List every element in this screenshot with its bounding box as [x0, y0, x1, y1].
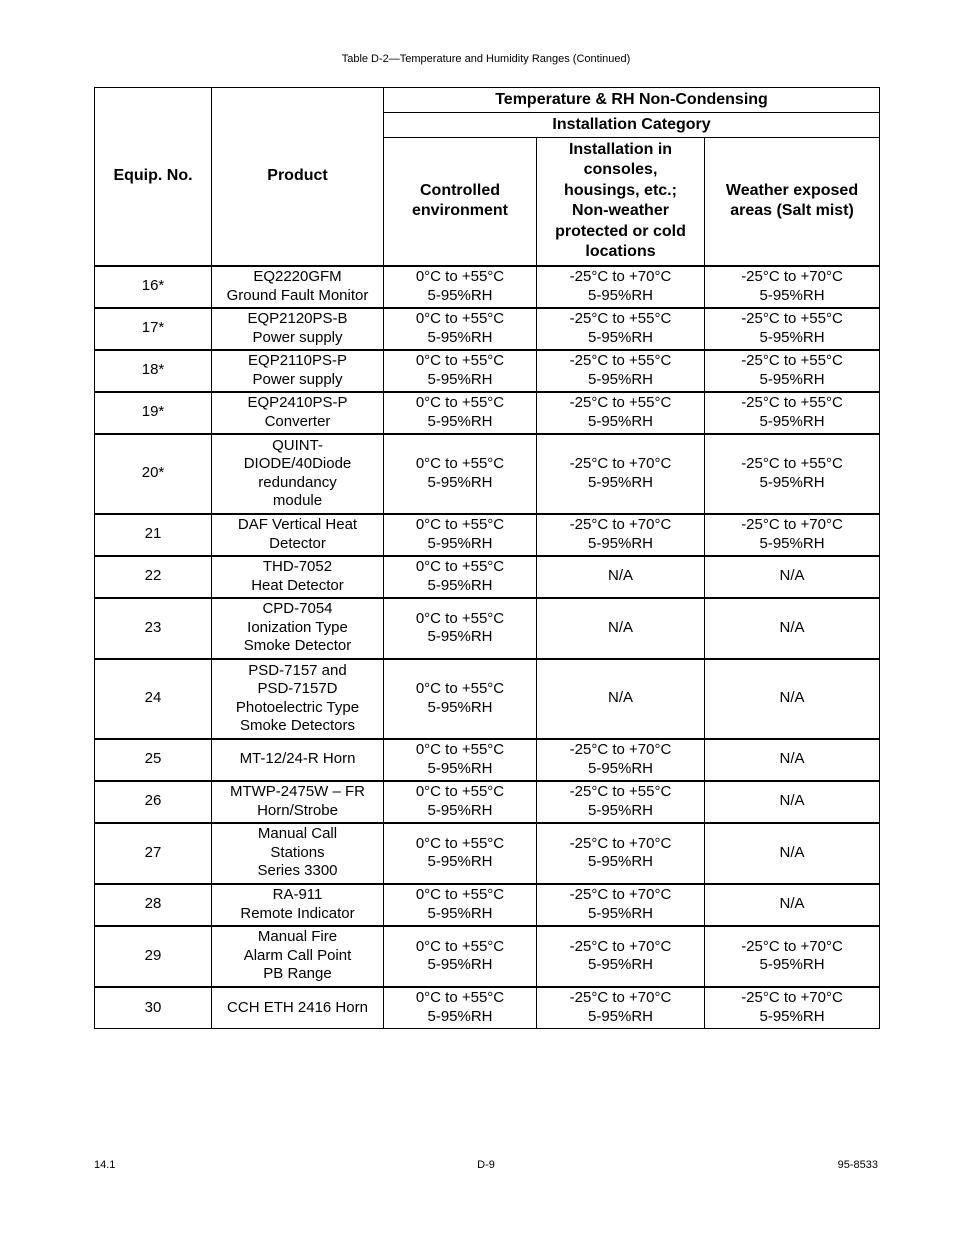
table-row — [95, 266, 880, 308]
cell-line: THD-7052 — [262, 558, 333, 575]
cell-weather — [705, 884, 880, 926]
cell-line: 0°C to +55°C — [415, 834, 505, 852]
cell-line: -25°C to +55°C — [569, 352, 672, 369]
table-row — [95, 926, 880, 987]
cell-line: 0°C to +55°C — [415, 394, 505, 411]
cell-line: 5-95%RH — [759, 473, 825, 491]
cell-line: 5-95%RH — [587, 853, 654, 870]
cell-line: 5-95%RH — [587, 412, 654, 430]
cell-line: Converter — [264, 412, 331, 430]
cell-product — [212, 350, 384, 392]
cell-line: 5-95%RH — [587, 956, 654, 973]
cell-equip: 25 — [95, 739, 212, 781]
cell-line: 5-95%RH — [427, 473, 493, 491]
cell-line: 5-95%RH — [427, 628, 493, 645]
cell-line: 5-95%RH — [427, 759, 493, 777]
cell-line: 0°C to +55°C — [415, 609, 505, 627]
cell-product — [212, 659, 384, 739]
cell-product — [212, 308, 384, 350]
header-line: Weather exposed — [725, 181, 859, 199]
cell-line: 5-95%RH — [587, 370, 654, 388]
cell-line: 5-95%RH — [427, 286, 493, 304]
cell-line: PSD-7157 and — [248, 661, 347, 679]
cell-consoles — [537, 392, 705, 434]
cell-consoles — [537, 739, 705, 781]
cell-consoles — [537, 350, 705, 392]
cell-line: N/A — [779, 895, 805, 913]
cell-line: Alarm Call Point — [243, 946, 352, 964]
cell-line: Heat Detector — [251, 576, 344, 594]
cell-product — [212, 781, 384, 823]
cell-consoles — [537, 308, 705, 350]
cell-controlled — [384, 987, 537, 1029]
cell-line: 5-95%RH — [427, 698, 493, 716]
cell-line: -25°C to +70°C — [569, 268, 672, 285]
cell-product — [212, 926, 384, 987]
table-row — [95, 659, 880, 739]
cell-weather — [705, 739, 880, 781]
cell-line: Photoelectric Type — [235, 698, 360, 716]
cell-controlled — [384, 350, 537, 392]
table-caption: Table D-2—Temperature and Humidity Ranges (Continued) — [341, 53, 631, 65]
table-row — [95, 739, 880, 781]
cell-line: N/A — [779, 567, 805, 585]
cell-line: 5-95%RH — [427, 412, 493, 430]
cell-equip: 28 — [95, 884, 212, 926]
header-temp-rh: Temperature & RH Non-Condensing — [384, 88, 880, 113]
cell-weather — [705, 308, 880, 350]
table-row — [95, 434, 880, 514]
cell-line: -25°C to +55°C — [741, 352, 843, 369]
cell-line: Series 3300 — [257, 862, 338, 880]
cell-line: -25°C to +55°C — [741, 455, 843, 472]
cell-line: 0°C to +55°C — [415, 310, 505, 327]
cell-line: Stations — [270, 843, 325, 861]
cell-product — [212, 392, 384, 434]
cell-line: -25°C to +70°C — [569, 886, 672, 903]
cell-consoles — [537, 884, 705, 926]
cell-line: N/A — [779, 843, 805, 861]
cell-line: -25°C to +70°C — [741, 937, 843, 955]
cell-weather — [705, 434, 880, 514]
cell-controlled — [384, 308, 537, 350]
header-consoles — [537, 138, 705, 266]
cell-line: N/A — [607, 618, 633, 636]
header-weather — [705, 138, 880, 266]
cell-line: 5-95%RH — [427, 534, 493, 552]
cell-line: 5-95%RH — [427, 801, 493, 819]
cell-line: 5-95%RH — [587, 904, 654, 922]
cell-equip: 20* — [95, 434, 212, 514]
cell-line: 5-95%RH — [759, 328, 825, 346]
cell-consoles — [537, 434, 705, 514]
cell-controlled — [384, 434, 537, 514]
cell-line: N/A — [607, 567, 633, 585]
cell-weather — [705, 556, 880, 598]
cell-weather — [705, 659, 880, 739]
cell-line: 5-95%RH — [587, 534, 654, 552]
cell-line: N/A — [779, 750, 805, 768]
header-line: environment — [411, 202, 508, 220]
header-line: consoles, — [583, 161, 658, 179]
cell-line: 0°C to +55°C — [415, 886, 505, 903]
cell-weather — [705, 823, 880, 884]
cell-line: 5-95%RH — [427, 370, 493, 388]
cell-controlled — [384, 823, 537, 884]
temperature-humidity-table — [94, 87, 880, 1029]
cell-line: N/A — [779, 689, 805, 707]
cell-controlled — [384, 392, 537, 434]
cell-line: -25°C to +55°C — [741, 394, 843, 411]
cell-line: 0°C to +55°C — [415, 783, 505, 800]
cell-line: 5-95%RH — [587, 328, 654, 346]
cell-line: -25°C to +70°C — [741, 268, 843, 285]
cell-equip: 30 — [95, 987, 212, 1029]
cell-line: MT-12/24-R Horn — [239, 750, 356, 768]
cell-line: 5-95%RH — [759, 1007, 825, 1025]
cell-line: 5-95%RH — [759, 956, 825, 973]
cell-line: Remote Indicator — [240, 904, 355, 922]
table-row — [95, 350, 880, 392]
cell-product — [212, 598, 384, 659]
cell-line: -25°C to +70°C — [741, 989, 843, 1007]
cell-consoles — [537, 598, 705, 659]
cell-product — [212, 884, 384, 926]
cell-product — [212, 823, 384, 884]
cell-controlled — [384, 739, 537, 781]
cell-equip: 17* — [95, 308, 212, 350]
cell-line: Power supply — [252, 370, 343, 388]
cell-weather — [705, 598, 880, 659]
cell-controlled — [384, 781, 537, 823]
cell-line: -25°C to +70°C — [569, 834, 672, 852]
cell-line: N/A — [607, 689, 633, 707]
cell-line: 0°C to +55°C — [415, 937, 505, 955]
cell-equip: 16* — [95, 266, 212, 308]
cell-consoles — [537, 823, 705, 884]
cell-line: 5-95%RH — [427, 328, 493, 346]
cell-line: EQP2410PS-P — [247, 394, 348, 411]
cell-weather — [705, 987, 880, 1029]
cell-line: 5-95%RH — [759, 370, 825, 388]
cell-line: 5-95%RH — [427, 1007, 493, 1025]
cell-line: -25°C to +55°C — [569, 310, 672, 327]
cell-line: Ionization Type — [247, 618, 348, 636]
table-row — [95, 598, 880, 659]
cell-consoles — [537, 659, 705, 739]
cell-line: -25°C to +70°C — [569, 741, 672, 758]
cell-line: Ground Fault Monitor — [226, 286, 369, 304]
cell-controlled — [384, 514, 537, 556]
header-line: housings, etc.; — [564, 181, 677, 199]
cell-line: 0°C to +55°C — [415, 680, 505, 697]
cell-line: redundancy — [258, 473, 337, 491]
cell-line: 5-95%RH — [587, 1007, 654, 1025]
cell-consoles — [537, 556, 705, 598]
cell-product — [212, 434, 384, 514]
cell-line: CCH ETH 2416 Horn — [227, 998, 368, 1016]
cell-weather — [705, 350, 880, 392]
cell-line: 0°C to +55°C — [415, 352, 505, 369]
cell-weather — [705, 266, 880, 308]
cell-weather — [705, 781, 880, 823]
cell-controlled — [384, 659, 537, 739]
cell-line: Smoke Detectors — [239, 717, 356, 734]
cell-equip: 18* — [95, 350, 212, 392]
cell-line: 5-95%RH — [759, 412, 825, 430]
header-installation-category: Installation Category — [384, 113, 880, 138]
cell-weather — [705, 514, 880, 556]
cell-line: 0°C to +55°C — [415, 516, 505, 533]
cell-line: 5-95%RH — [587, 473, 654, 491]
cell-line: 0°C to +55°C — [415, 455, 505, 472]
cell-weather — [705, 926, 880, 987]
cell-line: Manual Fire — [257, 928, 338, 946]
cell-line: -25°C to +70°C — [569, 937, 672, 955]
table-row — [95, 556, 880, 598]
cell-product — [212, 514, 384, 556]
cell-equip: 19* — [95, 392, 212, 434]
table-row — [95, 308, 880, 350]
cell-line: EQP2110PS-P — [248, 352, 347, 369]
cell-consoles — [537, 781, 705, 823]
table-row — [95, 781, 880, 823]
cell-equip: 22 — [95, 556, 212, 598]
cell-consoles — [537, 514, 705, 556]
table-row — [95, 392, 880, 434]
cell-equip: 29 — [95, 926, 212, 987]
cell-line: 5-95%RH — [427, 956, 493, 973]
footer-revision: 14.1 — [94, 1159, 116, 1171]
cell-line: RA-911 — [272, 886, 323, 903]
cell-line: N/A — [779, 618, 805, 636]
cell-line: -25°C to +55°C — [569, 783, 672, 800]
header-controlled — [384, 138, 537, 266]
cell-line: 0°C to +55°C — [415, 741, 505, 758]
cell-line: -25°C to +55°C — [569, 394, 672, 411]
cell-line: -25°C to +70°C — [569, 516, 672, 533]
cell-weather — [705, 392, 880, 434]
cell-line: module — [272, 492, 323, 509]
cell-line: DAF Vertical Heat — [237, 516, 358, 533]
cell-line: -25°C to +70°C — [569, 455, 672, 472]
cell-line: 0°C to +55°C — [415, 268, 505, 285]
cell-equip: 26 — [95, 781, 212, 823]
cell-line: CPD-7054 — [262, 600, 333, 618]
table-row — [95, 987, 880, 1029]
cell-product — [212, 556, 384, 598]
cell-equip: 27 — [95, 823, 212, 884]
header-line: Installation in — [568, 140, 673, 158]
cell-line: Power supply — [252, 328, 343, 346]
cell-controlled — [384, 598, 537, 659]
cell-consoles — [537, 266, 705, 308]
footer-doc-number: 95-8533 — [837, 1159, 878, 1171]
table-body — [95, 266, 880, 1029]
header-line: Controlled — [420, 181, 500, 199]
cell-equip: 23 — [95, 598, 212, 659]
header-line: locations — [585, 243, 656, 261]
cell-line: 5-95%RH — [427, 904, 493, 922]
cell-product — [212, 987, 384, 1029]
footer-page-number: D-9 — [477, 1159, 495, 1171]
cell-line: PB Range — [263, 965, 332, 983]
cell-line: Smoke Detector — [243, 637, 352, 655]
cell-line: -25°C to +70°C — [741, 516, 843, 533]
cell-line: QUINT- — [272, 436, 323, 454]
cell-product — [212, 739, 384, 781]
cell-line: EQ2220GFM — [253, 268, 342, 285]
cell-line: Horn/Strobe — [257, 801, 338, 819]
cell-consoles — [537, 987, 705, 1029]
table-row — [95, 884, 880, 926]
cell-line: 5-95%RH — [587, 286, 654, 304]
cell-line: Manual Call — [257, 825, 338, 843]
cell-line: Detector — [269, 534, 326, 552]
cell-consoles — [537, 926, 705, 987]
cell-line: 5-95%RH — [587, 801, 654, 819]
cell-line: 0°C to +55°C — [415, 558, 505, 575]
cell-line: PSD-7157D — [257, 680, 338, 697]
cell-controlled — [384, 884, 537, 926]
header-line: Non-weather — [572, 202, 669, 220]
header-line: areas (Salt mist) — [730, 202, 854, 220]
header-line: protected or cold — [555, 222, 686, 240]
cell-line: DIODE/40Diode — [243, 455, 352, 472]
cell-controlled — [384, 266, 537, 308]
cell-line: 5-95%RH — [587, 759, 654, 777]
cell-equip: 21 — [95, 514, 212, 556]
cell-line: -25°C to +70°C — [569, 989, 672, 1007]
cell-line: MTWP-2475W – FR — [229, 783, 365, 800]
cell-line: 5-95%RH — [427, 853, 493, 870]
cell-line: 5-95%RH — [759, 286, 825, 304]
table-row — [95, 514, 880, 556]
cell-line: N/A — [779, 792, 805, 810]
cell-line: 5-95%RH — [427, 576, 493, 594]
cell-equip: 24 — [95, 659, 212, 739]
cell-controlled — [384, 926, 537, 987]
cell-controlled — [384, 556, 537, 598]
cell-line: EQP2120PS-B — [247, 310, 348, 327]
cell-product — [212, 266, 384, 308]
header-product: Product — [212, 88, 384, 266]
cell-line: 0°C to +55°C — [415, 989, 505, 1007]
cell-line: 5-95%RH — [759, 534, 825, 552]
cell-line: -25°C to +55°C — [741, 310, 843, 327]
header-equip-no: Equip. No. — [95, 88, 212, 266]
table-row — [95, 823, 880, 884]
